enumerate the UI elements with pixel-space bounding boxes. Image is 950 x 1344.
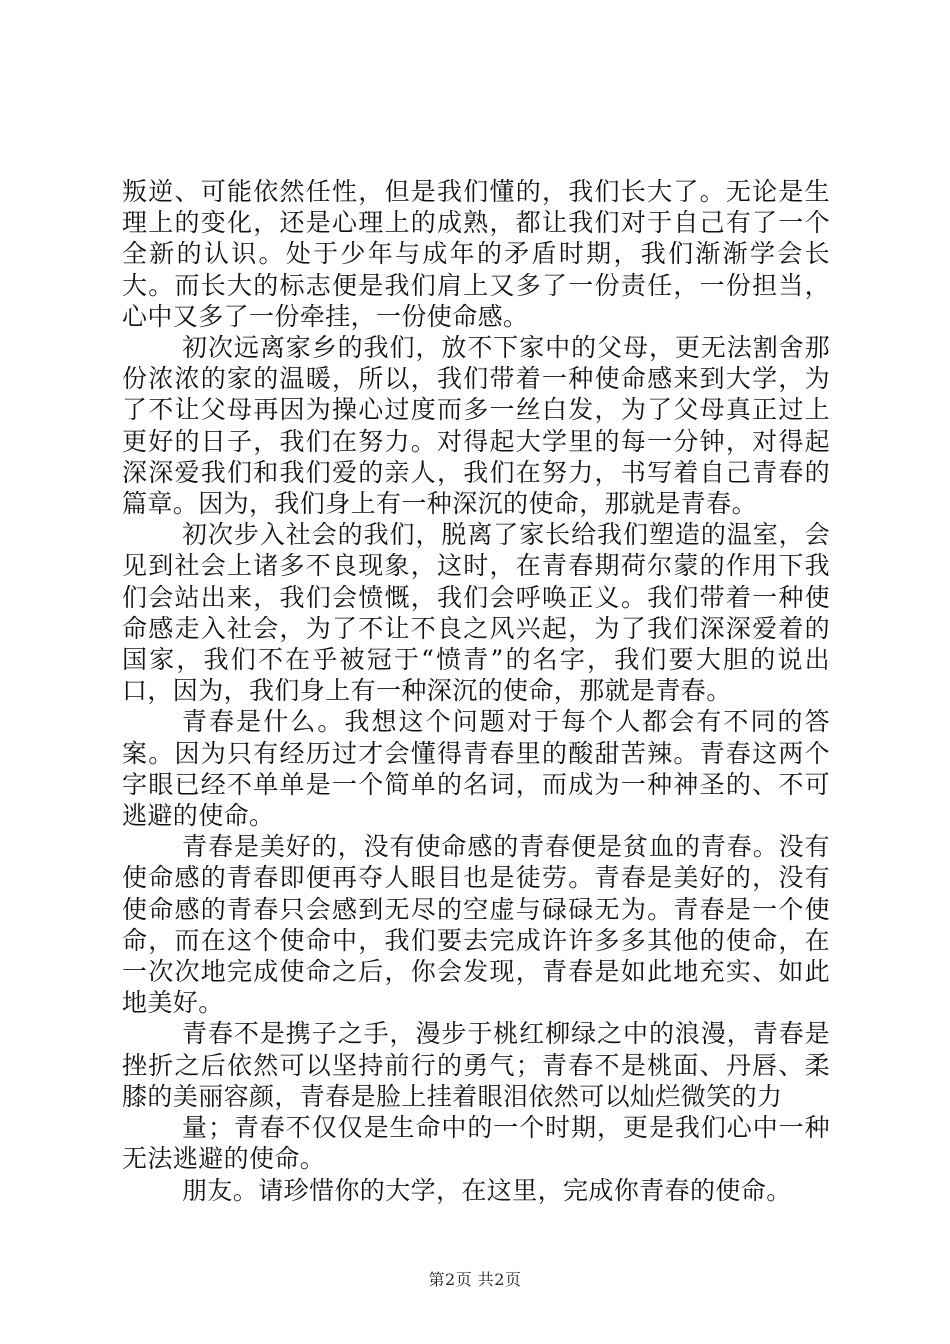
paragraph-6: 青春不是携子之手，漫步于桃红柳绿之中的浪漫，青春是挫折之后依然可以坚持前行的勇气；青春不是桃面、丹唇、柔膝的美丽容颜，青春是脸上挂着眼泪依然可以灿烂微笑的力: [122, 1019, 830, 1111]
page-footer: 第2页 共2页: [428, 1270, 522, 1289]
paragraph-7: 量；青春不仅仅是生命中的一个时期，更是我们心中一种无法逃避的使命。: [122, 1113, 830, 1174]
paragraph-3: 初次步入社会的我们，脱离了家长给我们塑造的温室，会见到社会上诸多不良现象，这时，在青春期荷尔蒙的作用下我们会站出来，我们会愤慨，我们会呼唤正义。我们带着一种使命感走入社会，为了不让不良之风兴起，为了我们深深爱着的国家，我们不在乎被冠于“愤青”的名字，我们要大胆的说出口，因为，我们身上有一种深沉的使命，那就是青春。: [122, 520, 830, 706]
paragraph-1: 叛逆、可能依然任性，但是我们懂的，我们长大了。无论是生理上的变化，还是心理上的成熟，都让我们对于自己有了一个全新的认识。处于少年与成年的矛盾时期，我们渐渐学会长大。而长大的标志便是我们肩上又多了一份责任，一份担当，心中又多了一份牵挂，一份使命感。: [122, 177, 830, 331]
paragraph-8: 朋友。请珍惜你的大学，在这里，完成你青春的使命。: [182, 1175, 792, 1205]
paragraph-4: 青春是什么。我想这个问题对于每个人都会有不同的答案。因为只有经历过才会懂得青春里的酸甜苦辣。青春这两个字眼已经不单单是一个简单的名词，而成为一种神圣的、不可逃避的使命。: [122, 707, 830, 831]
paragraph-5: 青春是美好的，没有使命感的青春便是贫血的青春。没有使命感的青春即便再夺人眼目也是徒劳。青春是美好的，没有使命感的青春只会感到无尽的空虚与碌碌无为。青春是一个使命，而在这个使命中，我们要去完成许许多多其他的使命，在一次次地完成使命之后，你会发现，青春是如此地充实、如此地美好。: [122, 832, 830, 1018]
body-text: [122, 176, 830, 1206]
paragraph-2: 初次远离家乡的我们，放不下家中的父母，更无法割舍那份浓浓的家的温暖，所以，我们带着一种使命感来到大学，为了不让父母再因为操心过度而多一丝白发，为了父母真正过上更好的日子，我们在努力。对得起大学里的每一分钟，对得起深深爱我们和我们爱的亲人，我们在努力，书写着自己青春的篇章。因为，我们身上有一种深沉的使命，那就是青春。: [122, 333, 830, 519]
